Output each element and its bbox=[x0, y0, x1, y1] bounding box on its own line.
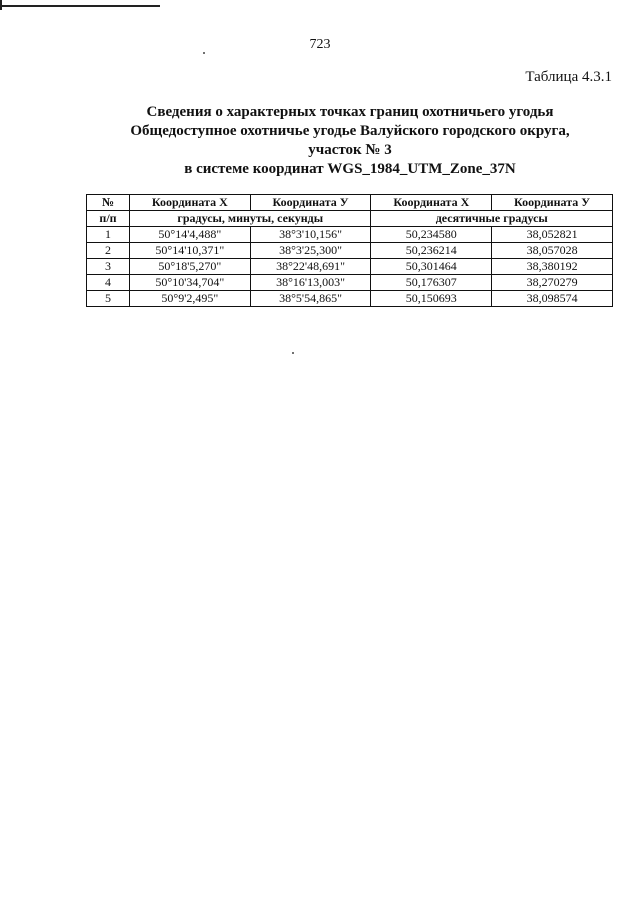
page-number: 723 bbox=[309, 37, 331, 52]
cell-y-dec: 38,270279 bbox=[492, 275, 613, 291]
header-num-sub: п/п bbox=[87, 211, 130, 227]
table-units-row bbox=[87, 211, 613, 227]
cell-y-dms: 38°16'13,003" bbox=[250, 275, 371, 291]
header-num: № bbox=[87, 195, 130, 211]
cell-x-dec: 50,301464 bbox=[371, 259, 492, 275]
cell-y-dec: 38,052821 bbox=[492, 227, 613, 243]
cell-x-dec: 50,150693 bbox=[371, 291, 492, 307]
cell-y-dec: 38,057028 bbox=[492, 243, 613, 259]
cell-num: 4 bbox=[87, 275, 130, 291]
header-y-dms: Координата У bbox=[250, 195, 371, 211]
scan-edge-tick bbox=[0, 0, 2, 10]
heading-line-4: в системе координат WGS_1984_UTM_Zone_37N bbox=[184, 161, 516, 177]
cell-y-dms: 38°5'54,865" bbox=[250, 291, 371, 307]
table-label: Таблица 4.3.1 bbox=[525, 69, 612, 85]
heading-line-1: Сведения о характерных точках границ охотничьего угодья bbox=[146, 104, 554, 120]
cell-y-dec: 38,380192 bbox=[492, 259, 613, 275]
cell-y-dec: 38,098574 bbox=[492, 291, 613, 307]
table-row bbox=[87, 291, 613, 307]
scan-edge-line bbox=[0, 5, 160, 7]
heading-line-2: Общедоступное охотничье угодье Валуйского городского округа, bbox=[130, 123, 570, 139]
cell-x-dms: 50°9'2,495" bbox=[130, 291, 251, 307]
units-dms: градусы, минуты, секунды bbox=[130, 211, 371, 227]
cell-num: 2 bbox=[87, 243, 130, 259]
cell-x-dms: 50°10'34,704" bbox=[130, 275, 251, 291]
scan-speck bbox=[292, 352, 294, 354]
cell-y-dms: 38°3'25,300" bbox=[250, 243, 371, 259]
units-dec: десятичные градусы bbox=[371, 211, 613, 227]
cell-y-dms: 38°3'10,156" bbox=[250, 227, 371, 243]
coordinates-table bbox=[86, 194, 613, 307]
cell-x-dec: 50,234580 bbox=[371, 227, 492, 243]
heading-line-3: участок № 3 bbox=[308, 142, 392, 158]
cell-x-dec: 50,176307 bbox=[371, 275, 492, 291]
cell-x-dms: 50°18'5,270" bbox=[130, 259, 251, 275]
cell-x-dms: 50°14'10,371" bbox=[130, 243, 251, 259]
cell-x-dms: 50°14'4,488" bbox=[130, 227, 251, 243]
header-x-dec: Координата X bbox=[371, 195, 492, 211]
cell-x-dec: 50,236214 bbox=[371, 243, 492, 259]
cell-num: 1 bbox=[87, 227, 130, 243]
cell-num: 5 bbox=[87, 291, 130, 307]
table-row bbox=[87, 243, 613, 259]
table-row bbox=[87, 259, 613, 275]
table-row bbox=[87, 275, 613, 291]
cell-y-dms: 38°22'48,691" bbox=[250, 259, 371, 275]
table-heading bbox=[90, 103, 610, 179]
table-header-row bbox=[87, 195, 613, 211]
table-row bbox=[87, 227, 613, 243]
header-y-dec: Координата У bbox=[492, 195, 613, 211]
header-x-dms: Координата X bbox=[130, 195, 251, 211]
cell-num: 3 bbox=[87, 259, 130, 275]
